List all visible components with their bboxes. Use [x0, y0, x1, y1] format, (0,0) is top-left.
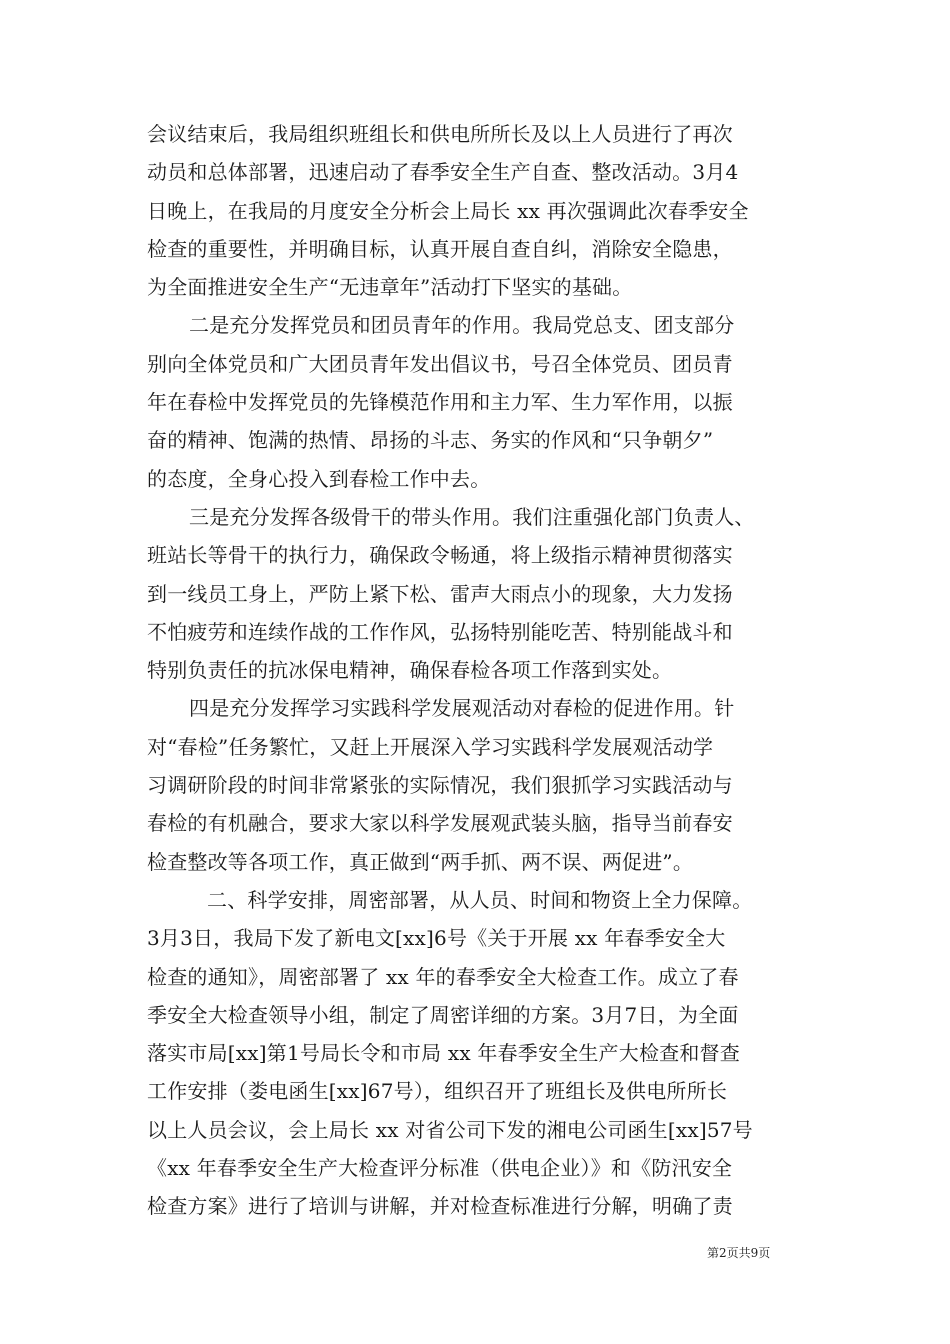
text-line: 检查的通知》，周密部署了 xx 年的春季安全大检查工作。成立了春: [147, 964, 739, 989]
text-line: 日晚上，在我局的月度安全分析会上局长 xx 再次强调此次春季安全: [147, 198, 749, 223]
text-line: 季安全大检查领导小组，制定了周密详细的方案。3月7日，为全面: [147, 1002, 739, 1027]
paragraph-start-line: 三是充分发挥各级骨干的带头作用。我们注重强化部门负责人、: [189, 504, 755, 529]
text-line: 班站长等骨干的执行力，确保政令畅通，将上级指示精神贯彻落实: [147, 543, 733, 568]
paragraph-start-line: 二是充分发挥党员和团员青年的作用。我局党总支、团支部分: [189, 313, 735, 338]
text-line: 为全面推进安全生产“无违章年”活动打下坚实的基础。: [147, 275, 633, 300]
text-line: 落实市局[xx]第1号局长令和市局 xx 年春季安全生产大检查和督查: [147, 1041, 740, 1066]
body-text: [147, 115, 827, 1226]
text-line: 春检的有机融合，要求大家以科学发展观武装头脑，指导当前春安: [147, 811, 733, 836]
section-heading-line: 二、科学安排，周密部署，从人员、时间和物资上全力保障。: [207, 887, 753, 912]
page-number-footer: 第2页共9页: [707, 1246, 771, 1260]
text-line: 奋的精神、饱满的热情、昂扬的斗志、务实的作风和“只争朝夕”: [147, 428, 714, 453]
text-line: 习调研阶段的时间非常紧张的实际情况，我们狠抓学习实践活动与: [147, 773, 733, 798]
text-line: 检查方案》进行了培训与讲解，并对检查标准进行分解，明确了责: [147, 1194, 733, 1219]
text-line: 动员和总体部署，迅速启动了春季安全生产自查、整改活动。3月4: [147, 160, 739, 185]
text-line: 不怕疲劳和连续作战的工作作风，弘扬特别能吃苦、特别能战斗和: [147, 619, 733, 644]
paragraph-start-line: 四是充分发挥学习实践科学发展观活动对春检的促进作用。针: [189, 696, 735, 721]
text-line: 到一线员工身上，严防上紧下松、雷声大雨点小的现象，大力发扬: [147, 581, 733, 606]
text-line: 对“春检”任务繁忙，又赶上开展深入学习实践科学发展观活动学: [147, 734, 714, 759]
text-line: 《xx 年春季安全生产大检查评分标准（供电企业）》和《防汛安全: [147, 1156, 733, 1181]
text-line: 会议结束后，我局组织班组长和供电所所长及以上人员进行了再次: [147, 122, 733, 146]
text-line: 检查的重要性，并明确目标，认真开展自查自纠，消除安全隐患，: [147, 236, 733, 261]
text-line: 工作安排（娄电函生[xx]67号），组织召开了班组长及供电所所长: [147, 1079, 728, 1104]
text-line: 以上人员会议，会上局长 xx 对省公司下发的湘电公司函生[xx]57号: [147, 1117, 753, 1142]
text-line: 检查整改等各项工作，真正做到“两手抓、两不误、两促进”。: [147, 849, 694, 874]
text-line: 的态度，全身心投入到春检工作中去。: [147, 466, 491, 491]
text-line: 别向全体党员和广大团员青年发出倡议书，号召全体党员、团员青: [147, 351, 733, 376]
text-line: 特别负责任的抗冰保电精神，确保春检各项工作落到实处。: [147, 658, 673, 683]
text-line: 年在春检中发挥党员的先锋模范作用和主力军、生力军作用，以振: [147, 390, 733, 415]
text-line: 3月3日，我局下发了新电文[xx]6号《关于开展 xx 年春季安全大: [147, 926, 726, 951]
